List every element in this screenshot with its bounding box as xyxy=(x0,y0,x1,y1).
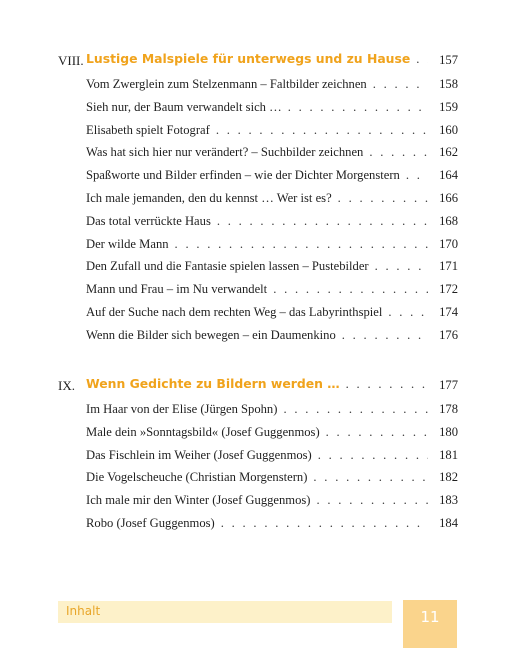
dot-leader xyxy=(313,470,428,485)
entry-title: Wenn die Bilder sich bewegen – ein Daumenkino xyxy=(86,327,336,342)
dot-leader xyxy=(375,259,428,274)
dot-leader xyxy=(338,191,428,206)
section-ix xyxy=(58,376,458,537)
toc-entry[interactable] xyxy=(58,491,458,514)
dot-leader xyxy=(373,77,428,92)
footer-bar xyxy=(58,601,392,623)
dot-leader xyxy=(217,214,428,229)
dot-leader xyxy=(342,328,428,343)
entry-page: 168 xyxy=(439,213,458,228)
toc-entry[interactable] xyxy=(58,143,458,166)
section-heading xyxy=(58,376,458,400)
entry-page: 170 xyxy=(439,236,458,251)
entry-page: 181 xyxy=(439,447,458,462)
entry-page: 172 xyxy=(439,282,458,297)
entry-page: 184 xyxy=(439,515,458,530)
toc-entry[interactable] xyxy=(58,98,458,121)
section-page: 177 xyxy=(439,378,458,392)
entry-page: 158 xyxy=(439,77,458,91)
entry-title: Spaßworte und Bilder erfinden – wie der Dichter Morgenstern xyxy=(86,168,400,183)
entry-page: 162 xyxy=(439,145,458,160)
toc-entry[interactable] xyxy=(58,400,458,423)
toc-entry[interactable] xyxy=(58,212,458,235)
dot-leader xyxy=(221,516,428,531)
dot-leader xyxy=(416,52,428,67)
dot-leader xyxy=(369,145,428,160)
entry-title: Die Vogelscheuche (Christian Morgenstern) xyxy=(86,470,308,485)
toc-entry[interactable] xyxy=(58,280,458,303)
section-title-leader xyxy=(86,376,428,392)
toc-entry[interactable] xyxy=(58,423,458,446)
section-page: 157 xyxy=(439,53,458,67)
dot-leader xyxy=(388,305,428,320)
dot-leader xyxy=(273,282,428,297)
section-viii xyxy=(58,51,458,349)
section-title: Wenn Gedichte zu Bildern werden … xyxy=(86,376,340,391)
entry-title: Ich male mir den Winter (Josef Guggenmos) xyxy=(86,493,311,508)
entry-title: Sieh nur, der Baum verwandelt sich … xyxy=(86,99,282,114)
toc-entry[interactable] xyxy=(58,235,458,258)
dot-leader xyxy=(288,100,428,115)
section-number: IX. xyxy=(58,378,75,393)
dot-leader xyxy=(216,123,428,138)
entry-page: 176 xyxy=(439,327,458,342)
entry-page: 166 xyxy=(439,190,458,205)
entry-page: 159 xyxy=(439,99,458,114)
entry-page: 171 xyxy=(439,259,458,274)
toc-entry[interactable] xyxy=(58,303,458,326)
toc-entry[interactable] xyxy=(58,468,458,491)
dot-leader xyxy=(406,168,428,183)
dot-leader xyxy=(283,402,428,417)
footer-label: Inhalt xyxy=(66,604,101,618)
page-number-box xyxy=(403,600,457,648)
entry-title: Elisabeth spielt Fotograf xyxy=(86,122,210,137)
entry-title: Was hat sich hier nur verändert? – Suchbilder zeichnen xyxy=(86,145,364,160)
toc-entry[interactable] xyxy=(58,326,458,349)
section-number: VIII. xyxy=(58,53,84,68)
entry-page: 182 xyxy=(439,470,458,485)
entry-title: Robo (Josef Guggenmos) xyxy=(86,515,215,530)
entry-title: Der wilde Mann xyxy=(86,236,169,251)
section-title: Lustige Malspiele für unterwegs und zu Hause xyxy=(86,51,411,66)
entry-page: 164 xyxy=(439,168,458,183)
toc-entry[interactable] xyxy=(58,121,458,144)
entry-title: Im Haar von der Elise (Jürgen Spohn) xyxy=(86,402,278,416)
page-number: 11 xyxy=(420,608,440,626)
entry-title: Ich male jemanden, den du kennst … Wer ist es? xyxy=(86,190,332,205)
entry-title: Mann und Frau – im Nu verwandelt xyxy=(86,282,268,297)
toc-entry[interactable] xyxy=(58,257,458,280)
dot-leader xyxy=(175,237,428,252)
dot-leader xyxy=(326,425,428,440)
entry-page: 180 xyxy=(439,424,458,439)
entry-page: 160 xyxy=(439,122,458,137)
dot-leader xyxy=(318,448,428,463)
dot-leader xyxy=(317,493,429,508)
dot-leader xyxy=(346,377,428,392)
section-heading xyxy=(58,51,458,75)
toc-entry[interactable] xyxy=(58,166,458,189)
entry-title: Male dein »Sonntagsbild« (Josef Guggenmos) xyxy=(86,424,320,439)
entry-title: Das Fischlein im Weiher (Josef Guggenmos) xyxy=(86,447,312,462)
toc-entry[interactable] xyxy=(58,514,458,537)
entry-title: Vom Zwerglein zum Stelzenmann – Faltbilder zeichnen xyxy=(86,77,367,91)
entry-title: Auf der Suche nach dem rechten Weg – das Labyrinthspiel xyxy=(86,304,383,319)
entry-page: 174 xyxy=(439,304,458,319)
entry-page: 183 xyxy=(439,493,458,508)
entry-page: 178 xyxy=(439,402,458,416)
entry-title: Das total verrückte Haus xyxy=(86,213,211,228)
toc-entry[interactable] xyxy=(58,75,458,98)
toc-entry[interactable] xyxy=(58,446,458,469)
toc-entry[interactable] xyxy=(58,189,458,212)
entry-title: Den Zufall und die Fantasie spielen lassen – Pustebilder xyxy=(86,259,369,274)
section-title-leader xyxy=(86,51,428,67)
